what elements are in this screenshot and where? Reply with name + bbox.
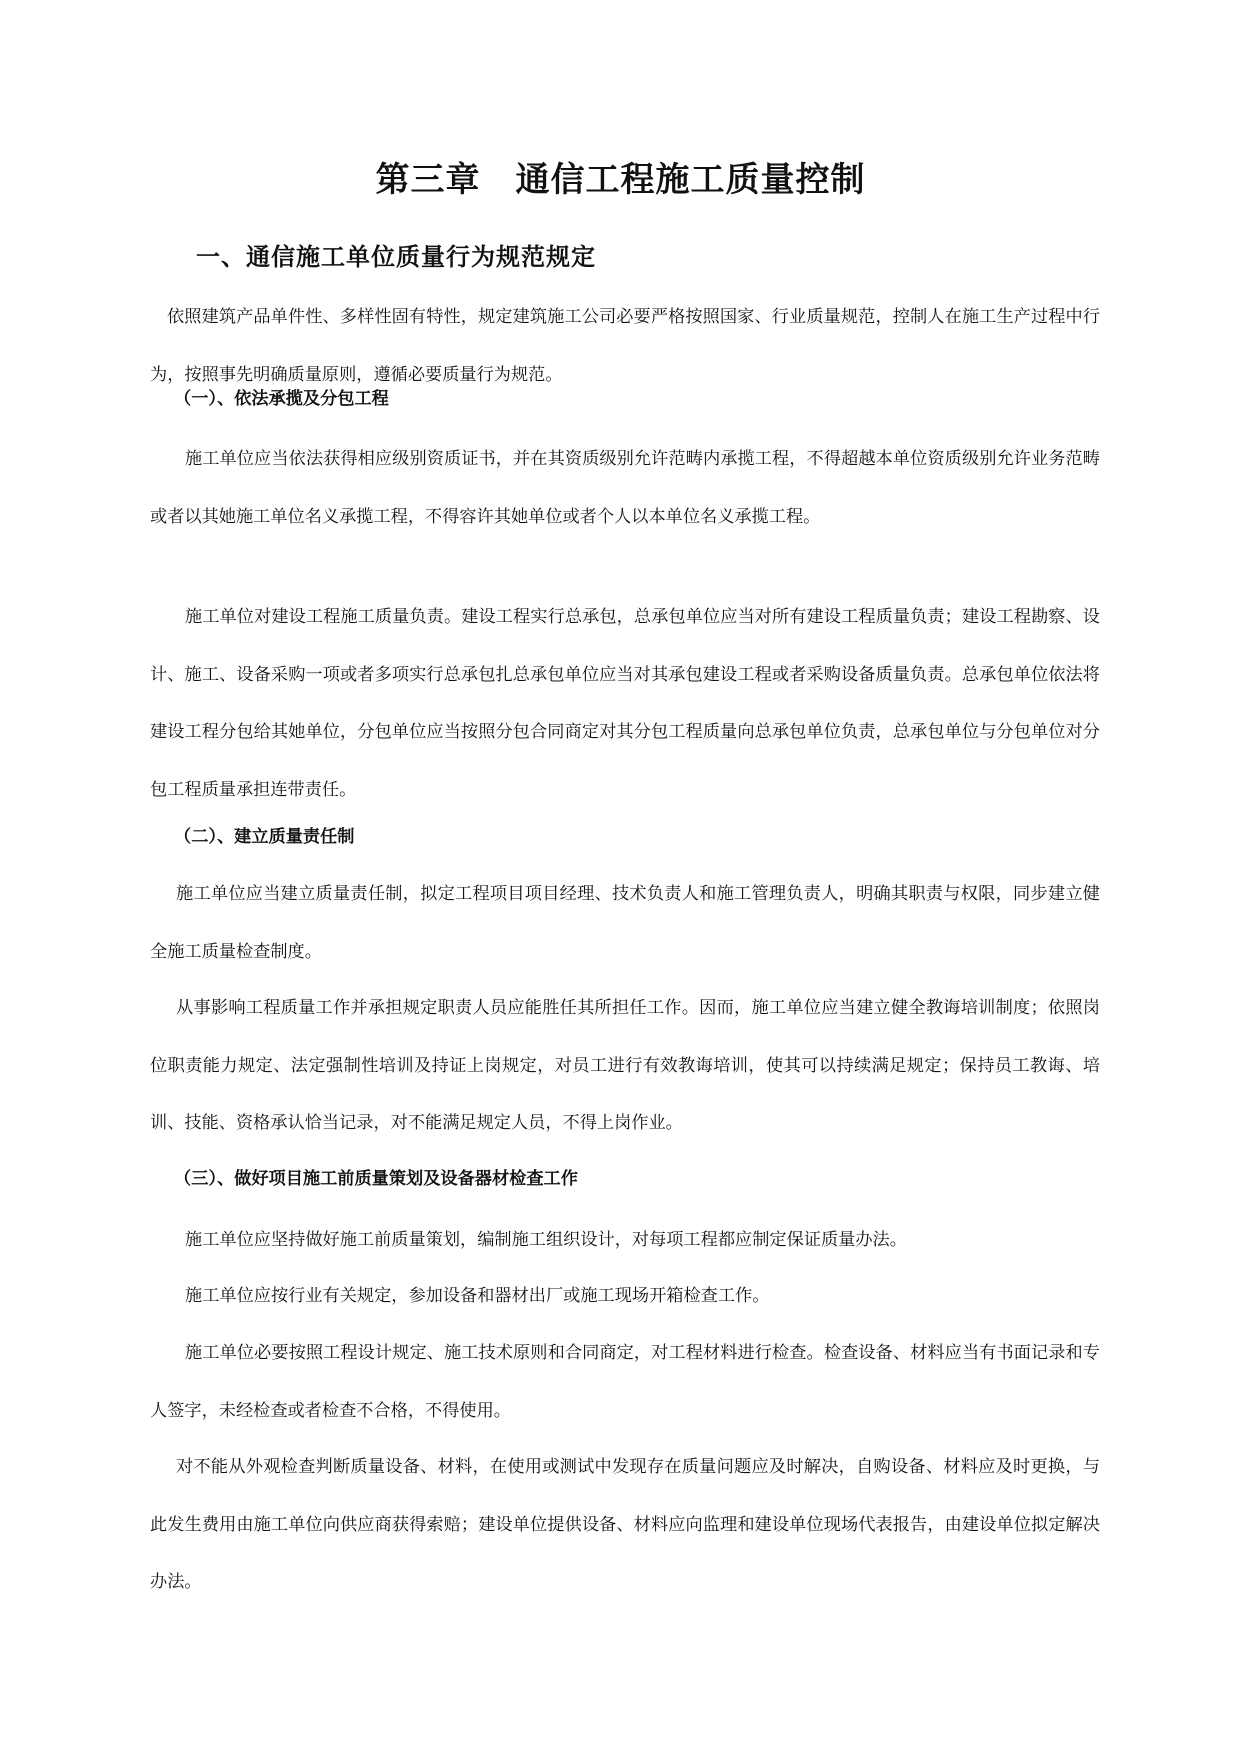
sub2-paragraph-1: 施工单位应当建立质量责任制，拟定工程项目项目经理、技术负责人和施工管理负责人，明确其职责与权限，同步建立健全施工质量检查制度。 bbox=[150, 884, 1100, 962]
sub3-paragraph-1: 施工单位应坚持做好施工前质量策划，编制施工组织设计，对每项工程都应制定保证质量办法。 bbox=[185, 1230, 907, 1250]
subsection-heading-2: （二）、建立质量责任制 bbox=[174, 827, 355, 847]
sub3-paragraph-4: 对不能从外观检查判断质量设备、材料，在使用或测试中发现存在质量问题应及时解决，自购设备、材料应及时更换，与此发生费用由施工单位向供应商获得索赔；建设单位提供设备、材料应向监理和建设单位现场代表报告，由建设单位拟定解决办法。 bbox=[150, 1457, 1100, 1592]
subsection-heading-3: （三）、做好项目施工前质量策划及设备器材检查工作 bbox=[174, 1169, 578, 1189]
chapter-title: 第三章 通信工程施工质量控制 bbox=[375, 160, 866, 200]
intro-paragraph: 依照建筑产品单件性、多样性固有特性，规定建筑施工公司必要严格按照国家、行业质量规范，控制人在施工生产过程中行为，按照事先明确质量原则，遵循必要质量行为规范。 bbox=[150, 307, 1100, 385]
sub3-paragraph-3: 施工单位必要按照工程设计规定、施工技术原则和合同商定，对工程材料进行检查。检查设备、材料应当有书面记录和专人签字，未经检查或者检查不合格，不得使用。 bbox=[150, 1343, 1100, 1421]
sub1-paragraph-1: 施工单位应当依法获得相应级别资质证书，并在其资质级别允许范畴内承揽工程，不得超越本单位资质级别允许业务范畴或者以其她施工单位名义承揽工程，不得容许其她单位或者个人以本单位名义承揽工程。 bbox=[150, 449, 1100, 527]
sub3-paragraph-2: 施工单位应按行业有关规定，参加设备和器材出厂或施工现场开箱检查工作。 bbox=[185, 1286, 770, 1306]
sub1-paragraph-2: 施工单位对建设工程施工质量负责。建设工程实行总承包，总承包单位应当对所有建设工程质量负责；建设工程勘察、设计、施工、设备采购一项或者多项实行总承包扎总承包单位应当对其承包建设工程或者采购设备质量负责。总承包单位依法将建设工程分包给其她单位，分包单位应当按照分包合同商定对其分包工程质量向总承包单位负责，总承包单位与分包单位对分包工程质量承担连带责任。 bbox=[150, 607, 1100, 800]
sub2-paragraph-2: 从事影响工程质量工作并承担规定职责人员应能胜任其所担任工作。因而，施工单位应当建立健全教诲培训制度；依照岗位职责能力规定、法定强制性培训及持证上岗规定，对员工进行有效教诲培训，使其可以持续满足规定；保持员工教诲、培训、技能、资格承认恰当记录，对不能满足规定人员，不得上岗作业。 bbox=[150, 998, 1100, 1133]
section-title: 一、通信施工单位质量行为规范规定 bbox=[196, 242, 596, 271]
subsection-heading-1: （一）、依法承揽及分包工程 bbox=[174, 389, 389, 409]
